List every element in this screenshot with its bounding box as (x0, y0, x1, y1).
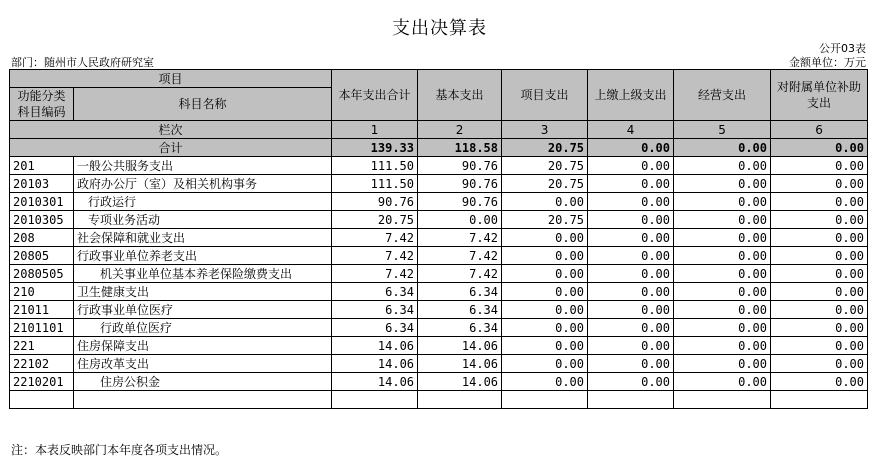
amount-cell: 0.00 (771, 175, 868, 193)
amount-cell: 0.00 (771, 283, 868, 301)
func-code-cell: 22102 (10, 355, 74, 373)
amount-cell: 0.00 (674, 247, 771, 265)
func-code-cell: 2101101 (10, 319, 74, 337)
func-code-cell: 20805 (10, 247, 74, 265)
func-code-cell: 2080505 (10, 265, 74, 283)
amount-cell: 0.00 (588, 265, 674, 283)
header-subject-name: 科目名称 (74, 88, 332, 121)
table-row (10, 283, 868, 301)
amount-cell: 7.42 (332, 247, 418, 265)
empty-cell (332, 391, 418, 409)
subject-name-cell: 行政事业单位医疗 (74, 301, 332, 319)
amount-cell: 0.00 (771, 247, 868, 265)
amount-cell: 7.42 (418, 247, 502, 265)
col-number: 2 (418, 121, 502, 139)
footnote: 注：本表反映部门本年度各项支出情况。 (11, 443, 228, 457)
table-row (10, 175, 868, 193)
amount-cell: 0.00 (502, 265, 588, 283)
col-number: 1 (332, 121, 418, 139)
func-code-cell: 2010301 (10, 193, 74, 211)
empty-cell (10, 391, 74, 409)
total-cell: 20.75 (502, 139, 588, 157)
amount-cell: 0.00 (502, 229, 588, 247)
amount-cell: 0.00 (674, 157, 771, 175)
empty-row (10, 391, 868, 409)
subject-name-cell: 机关事业单位基本养老保险缴费支出 (74, 265, 332, 283)
amount-cell: 90.76 (418, 193, 502, 211)
amount-cell: 6.34 (418, 319, 502, 337)
amount-cell: 14.06 (418, 355, 502, 373)
subject-name-cell: 专项业务活动 (74, 211, 332, 229)
amount-cell: 20.75 (502, 211, 588, 229)
amount-cell: 0.00 (502, 373, 588, 391)
subject-name-cell: 行政事业单位养老支出 (74, 247, 332, 265)
header-col-subsidy: 对附属单位补助支出 (771, 70, 868, 121)
amount-cell: 90.76 (332, 193, 418, 211)
amount-cell: 7.42 (418, 265, 502, 283)
page-title: 支出决算表 (392, 18, 487, 39)
empty-cell (588, 391, 674, 409)
form-number: 公开03表 (819, 42, 866, 55)
amount-cell: 6.34 (332, 319, 418, 337)
amount-cell: 0.00 (588, 283, 674, 301)
amount-cell: 0.00 (674, 265, 771, 283)
amount-cell: 0.00 (771, 373, 868, 391)
subject-name-cell: 行政运行 (74, 193, 332, 211)
empty-cell (674, 391, 771, 409)
amount-cell: 14.06 (418, 373, 502, 391)
table-row (10, 319, 868, 337)
amount-cell: 0.00 (588, 211, 674, 229)
amount-cell: 0.00 (588, 175, 674, 193)
table-row (10, 301, 868, 319)
empty-cell (502, 391, 588, 409)
col-number: 3 (502, 121, 588, 139)
amount-cell: 0.00 (674, 337, 771, 355)
amount-cell: 0.00 (771, 265, 868, 283)
amount-cell: 0.00 (588, 373, 674, 391)
table-row (10, 247, 868, 265)
amount-cell: 0.00 (674, 355, 771, 373)
amount-cell: 0.00 (771, 337, 868, 355)
subject-name-cell: 住房改革支出 (74, 355, 332, 373)
amount-cell: 0.00 (771, 355, 868, 373)
amount-cell: 90.76 (418, 175, 502, 193)
total-cell: 118.58 (418, 139, 502, 157)
amount-cell: 0.00 (674, 229, 771, 247)
table-row (10, 373, 868, 391)
amount-cell: 0.00 (771, 229, 868, 247)
amount-cell: 0.00 (588, 319, 674, 337)
header-func-code: 功能分类科目编码 (10, 88, 74, 121)
amount-cell: 0.00 (588, 355, 674, 373)
amount-cell: 20.75 (502, 157, 588, 175)
func-code-cell: 201 (10, 157, 74, 175)
subject-name-cell: 社会保障和就业支出 (74, 229, 332, 247)
unit-label: 金额单位：万元 (789, 56, 866, 69)
amount-cell: 20.75 (332, 211, 418, 229)
table-row (10, 157, 868, 175)
subject-name-cell: 卫生健康支出 (74, 283, 332, 301)
amount-cell: 6.34 (418, 283, 502, 301)
total-cell: 0.00 (771, 139, 868, 157)
amount-cell: 14.06 (332, 373, 418, 391)
amount-cell: 14.06 (332, 337, 418, 355)
amount-cell: 0.00 (771, 157, 868, 175)
amount-cell: 0.00 (502, 193, 588, 211)
header-col-operating: 经营支出 (674, 70, 771, 121)
func-code-cell: 21011 (10, 301, 74, 319)
amount-cell: 0.00 (588, 247, 674, 265)
amount-cell: 0.00 (502, 319, 588, 337)
amount-cell: 6.34 (332, 301, 418, 319)
func-code-cell: 221 (10, 337, 74, 355)
amount-cell: 0.00 (502, 283, 588, 301)
amount-cell: 6.34 (332, 283, 418, 301)
amount-cell: 0.00 (674, 193, 771, 211)
amount-cell: 0.00 (502, 301, 588, 319)
table-row (10, 337, 868, 355)
col-number: 4 (588, 121, 674, 139)
department-label: 部门：随州市人民政府研究室 (11, 56, 154, 69)
subject-name-cell: 住房公积金 (74, 373, 332, 391)
amount-cell: 6.34 (418, 301, 502, 319)
amount-cell: 0.00 (418, 211, 502, 229)
amount-cell: 0.00 (588, 157, 674, 175)
amount-cell: 0.00 (502, 247, 588, 265)
amount-cell: 0.00 (588, 229, 674, 247)
header-col-total: 本年支出合计 (332, 70, 418, 121)
amount-cell: 0.00 (674, 373, 771, 391)
amount-cell: 20.75 (502, 175, 588, 193)
amount-cell: 0.00 (771, 319, 868, 337)
col-number: 5 (674, 121, 771, 139)
func-code-cell: 210 (10, 283, 74, 301)
col-number: 6 (771, 121, 868, 139)
total-cell: 139.33 (332, 139, 418, 157)
func-code-cell: 2210201 (10, 373, 74, 391)
amount-cell: 90.76 (418, 157, 502, 175)
table-row (10, 211, 868, 229)
amount-cell: 7.42 (332, 265, 418, 283)
header-row-label: 栏次 (10, 121, 332, 139)
total-cell: 0.00 (674, 139, 771, 157)
amount-cell: 111.50 (332, 157, 418, 175)
amount-cell: 0.00 (674, 211, 771, 229)
amount-cell: 0.00 (674, 301, 771, 319)
amount-cell: 0.00 (674, 175, 771, 193)
amount-cell: 7.42 (418, 229, 502, 247)
header-col-remit: 上缴上级支出 (588, 70, 674, 121)
amount-cell: 0.00 (588, 301, 674, 319)
empty-cell (418, 391, 502, 409)
expenditure-table (9, 69, 868, 409)
total-label: 合计 (10, 139, 332, 157)
amount-cell: 0.00 (588, 337, 674, 355)
header-item-group: 项目 (10, 70, 332, 88)
amount-cell: 111.50 (332, 175, 418, 193)
table-row (10, 229, 868, 247)
amount-cell: 14.06 (332, 355, 418, 373)
table-row (10, 355, 868, 373)
func-code-cell: 2010305 (10, 211, 74, 229)
subject-name-cell: 行政单位医疗 (74, 319, 332, 337)
amount-cell: 0.00 (771, 193, 868, 211)
amount-cell: 0.00 (502, 355, 588, 373)
empty-cell (74, 391, 332, 409)
subject-name-cell: 住房保障支出 (74, 337, 332, 355)
total-cell: 0.00 (588, 139, 674, 157)
amount-cell: 14.06 (418, 337, 502, 355)
header-col-basic: 基本支出 (418, 70, 502, 121)
amount-cell: 0.00 (674, 319, 771, 337)
empty-cell (771, 391, 868, 409)
amount-cell: 7.42 (332, 229, 418, 247)
amount-cell: 0.00 (588, 193, 674, 211)
amount-cell: 0.00 (674, 283, 771, 301)
table-row (10, 265, 868, 283)
amount-cell: 0.00 (771, 301, 868, 319)
subject-name-cell: 一般公共服务支出 (74, 157, 332, 175)
subject-name-cell: 政府办公厅（室）及相关机构事务 (74, 175, 332, 193)
func-code-cell: 208 (10, 229, 74, 247)
func-code-cell: 20103 (10, 175, 74, 193)
table-row (10, 193, 868, 211)
total-row (10, 139, 868, 157)
header-col-project: 项目支出 (502, 70, 588, 121)
amount-cell: 0.00 (502, 337, 588, 355)
amount-cell: 0.00 (771, 211, 868, 229)
